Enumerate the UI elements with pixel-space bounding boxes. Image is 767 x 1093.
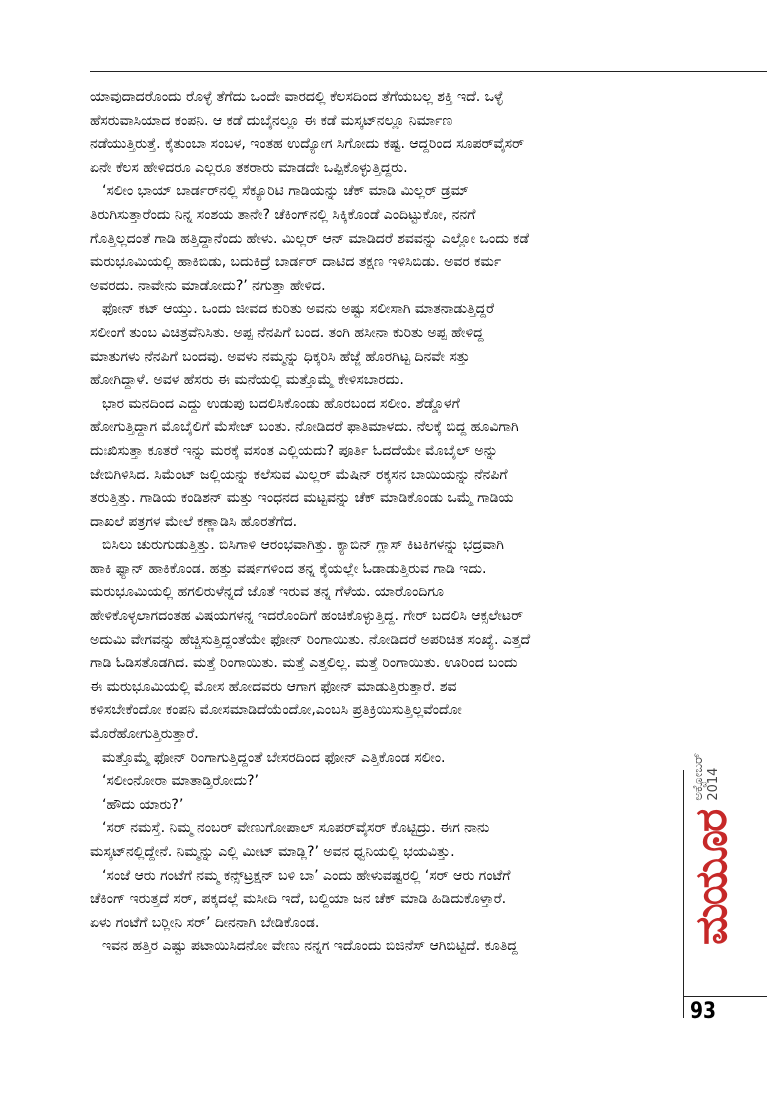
text-line: ಏಳು ಗಂಟೆಗೆ ಬರ್‍ಲೀನಿ ಸರ್’ ದೀನನಾಗಿ ಬೇಡಿಕೊಂಡ. <box>90 914 320 931</box>
paragraph <box>90 770 672 794</box>
text-line: ಏನೇ ಕೆಲಸ ಹೇಳಿದರೂ ಎಲ್ಲರೂ ತಕರಾರು ಮಾಡದೇ ಒಪ್ಪಿಕೊಳ್ಳುತ್ತಿದ್ದರು. <box>90 159 408 176</box>
text-line: ಸಲೀಂಗೆ ತುಂಬ ವಿಚಿತ್ರವೆನಿಸಿತು. ಅಪ್ಪ ನೆನಪಿಗೆ ಬಂದ. ತಂಗಿ ಹಸೀನಾ ಕುರಿತು ಅಪ್ಪ ಹೇಳಿದ್ದ <box>90 324 484 341</box>
text-line: ‘ಹೌದು ಯಾರು?’ <box>102 796 184 813</box>
text-line: ಕಳಿಸಬೇಕೆಂದೋ ಕಂಪನಿ ಮೋಸಮಾಡಿದೆಯೆಂದೋ,ಎಂಬಸಿ ಪ್ರತಿಕ್ರಿಯಿಸುತ್ತಿಲ್ಲವೆಂದೋ <box>90 702 462 719</box>
text-line: ನಡೆಯುತ್ತಿರುತ್ತೆ. ಕೈತುಂಬಾ ಸಂಬಳ, ಇಂತಹ ಉದ್ಯೋಗ ಸಿಗೋದು ಕಷ್ಟ. ಆದ್ದರಿಂದ ಸೂಪರ್‌ವೈಸರ್ <box>90 136 525 153</box>
issue-date: ಅಕ್ಟೋಬರ್ 2014 <box>691 752 721 801</box>
paragraph <box>90 935 672 959</box>
text-line: ಮತ್ತೊಮ್ಮೆ ಫೋನ್ ರಿಂಗಾಗುತ್ತಿದ್ದಂತೆ ಬೇಸರದಿಂದ ಫೋನ್ ಎತ್ತಿಕೊಂಡ ಸಲೀಂ. <box>102 749 446 766</box>
text-line: ಮಸ್ಕಟ್‌ನಲ್ಲಿದ್ದೇನೆ. ನಿಮ್ಮನ್ನು ಎಲ್ಲಿ ಮೀಟ್ ಮಾಡ್ಲಿ?’ ಅವನ ಧ್ವನಿಯಲ್ಲಿ ಭಯವಿತ್ತು. <box>90 844 455 860</box>
paragraph <box>90 86 672 180</box>
magazine-masthead <box>686 752 737 945</box>
text-line: ಫೋನ್ ಕಟ್ ಆಯ್ತು. ಒಂದು ಜೀವದ ಕುರಿತು ಅವನು ಅಷ್ಟು ಸಲೀಸಾಗಿ ಮಾತನಾಡುತ್ತಿದ್ದರೆ <box>102 301 494 318</box>
top-divider <box>90 71 767 72</box>
text-line: ಚೆಕಿಂಗ್ ಇರುತ್ತದೆ ಸರ್, ಪಕ್ಕದಲ್ಲೆ ಮಸೀದಿ ಇದೆ, ಬಲ್ದಿಯಾ ಜನ ಚೆಕ್ ಮಾಡಿ ಹಿಡಿದುಕೊಳ್ತಾರೆ. <box>90 891 507 908</box>
paragraph <box>90 393 672 535</box>
text-line: ಭಾರ ಮನದಿಂದ ಎದ್ದು ಉಡುಪು ಬದಲಿಸಿಕೊಂಡು ಹೊರಬಂದ ಸಲೀಂ. ಶೆಡ್ಡೊಳಗೆ <box>102 395 460 412</box>
text-line: ದುಃಖಿಸುತ್ತಾ ಕೂತರೆ ಇನ್ನು ಮರಕ್ಕೆ ವಸಂತ ಎಲ್ಲಿಯದು? ಪೂರ್ತಿ ಓದದೆಯೇ ಮೊಬೈಲ್ ಅನ್ನು <box>90 442 498 459</box>
paragraph <box>90 865 672 936</box>
text-line: ಗೊತ್ತಿಲ್ಲದಂತೆ ಗಾಡಿ ಹತ್ತಿದ್ದಾನೆಂದು ಹೇಳು. ಮಿಲ್ಲರ್ ಆನ್ ಮಾಡಿದರೆ ಶವವನ್ನು ಎಲ್ಲೋ ಒಂದು ಕಡೆ <box>90 230 529 247</box>
paragraph <box>90 180 672 298</box>
text-line: ‘ಸಲೀಂ ಭಾಯ್ ಬಾರ್ಡರ್‌ನಲ್ಲಿ ಸೆಕ್ಯೂರಿಟಿ ಗಾಡಿಯನ್ನು ಚೆಕ್ ಮಾಡಿ ಮಿಲ್ಲರ್ ಡ್ರಮ್ <box>102 183 469 200</box>
text-line: ಹೆಸರುವಾಸಿಯಾದ ಕಂಪನಿ. ಆ ಕಡೆ ದುಬೈನಲ್ಲೂ ಈ ಕಡೆ ಮಸ್ಕಟ್‌ನಲ್ಲೂ ನಿರ್ಮಾಣ <box>90 112 453 129</box>
text-line: ಮರುಭೂಮಿಯಲ್ಲಿ ಹಗಲಿರುಳೆನ್ನದೆ ಜೊತೆ ಇರುವ ತನ್ನ ಗೆಳೆಯ. ಯಾರೊಂದಿಗೂ <box>90 584 444 601</box>
text-line: ‘ಸಂಜೆ ಆರು ಗಂಟೆಗೆ ನಮ್ಮ ಕನ್ಸ್‌ಟ್ರಕ್ಷನ್ ಬಳಿ ಬಾ’ ಎಂದು ಹೇಳುವಷ್ಟರಲ್ಲಿ ‘ಸರ್ ಆರು ಗಂಟೆಗೆ <box>102 867 511 884</box>
text-line: ಮರುಭೂಮಿಯಲ್ಲಿ ಹಾಕಿಬಿಡು, ಬದುಕಿದ್ರೆ ಬಾರ್ಡರ್ ದಾಟಿದ ತಕ್ಷಣ ಇಳಿಸಿಬಿಡು. ಅವರ ಕರ್ಮ <box>90 254 502 271</box>
text-line: ತರುತ್ತಿತ್ತು. ಗಾಡಿಯ ಕಂಡಿಶನ್ ಮತ್ತು ಇಂಧನದ ಮಟ್ಟವನ್ನು ಚೆಕ್ ಮಾಡಿಕೊಂಡು ಒಮ್ಮೆ ಗಾಡಿಯ <box>90 490 514 507</box>
article-body <box>90 86 672 959</box>
text-line: ಜೇಬಿಗಿಳಿಸಿದ. ಸಿಮೆಂಟ್ ಜಲ್ಲಿಯನ್ನು ಕಲೆಸುವ ಮಿಲ್ಲರ್ ಮೆಷಿನ್ ರಕ್ಕಸನ ಬಾಯಿಯನ್ನು ನೆನಪಿಗೆ <box>90 466 508 483</box>
text-line: ಅವರದು. ನಾವೇನು ಮಾಡೋದು?’ ನಗುತ್ತಾ ಹೇಳಿದ. <box>90 277 326 294</box>
text-line: ಹೇಳಿಕೊಳ್ಳಲಾಗದಂತಹ ವಿಷಯಗಳನ್ನ ಇದರೊಂದಿಗೆ ಹಂಚಿಕೊಳ್ಳುತ್ತಿದ್ದ. ಗೇರ್ ಬದಲಿಸಿ ಆಕ್ಸಲೇಟರ್ <box>90 608 524 625</box>
text-line: ಮಾತುಗಳು ನೆನಪಿಗೆ ಬಂದವು. ಅವಳು ನಮ್ಮನ್ನು ಧಿಕ್ಕರಿಸಿ ಹೆಜ್ಜೆ ಹೊರಗಿಟ್ಟ ದಿನವೇ ಸತ್ತು <box>90 348 470 365</box>
magazine-logo: ಮಯೂರ <box>686 810 737 945</box>
page-number: 93 <box>690 999 717 1024</box>
text-line: ಹೋಗಿದ್ದಾಳೆ. ಅವಳ ಹೆಸರು ಈ ಮನೆಯಲ್ಲಿ ಮತ್ತೊಮ್ಮೆ ಕೇಳಿಸಬಾರದು. <box>90 372 404 389</box>
paragraph <box>90 298 672 392</box>
text-line: ಯಾವುದಾದರೊಂದು ರೊಳ್ಳೆ ತೆಗೆದು ಒಂದೇ ವಾರದಲ್ಲಿ ಕೆಲಸದಿಂದ ತೆಗೆಯಬಲ್ಲ ಶಕ್ತಿ ಇದೆ. ಒಳ್ಳೆ <box>90 89 504 105</box>
text-line: ಮೊರೆಹೋಗುತ್ತಿರುತ್ತಾರೆ. <box>90 726 199 743</box>
text-line: ಅದುಮಿ ವೇಗವನ್ನು ಹೆಚ್ಚಿಸುತ್ತಿದ್ದಂತೆಯೇ ಫೋನ್ ರಿಂಗಾಯಿತು. ನೋಡಿದರೆ ಅಪರಿಚಿತ ಸಂಖ್ಯೆ. ಎತ್ತದೆ <box>90 631 531 648</box>
side-divider <box>683 770 684 1018</box>
text-line: ಗಾಡಿ ಓಡಿಸತೊಡಗಿದ. ಮತ್ತೆ ರಿಂಗಾಯಿತು. ಮತ್ತೆ ಎತ್ತಲಿಲ್ಲ. ಮತ್ತೆ ರಿಂಗಾಯಿತು. ಊರಿಂದ ಬಂದು <box>90 655 518 672</box>
text-line: ಬಿಸಿಲು ಚುರುಗುಡುತ್ತಿತ್ತು. ಬಿಸಿಗಾಳಿ ಆರಂಭವಾಗಿತ್ತು. ಕ್ಯಾಬಿನ್ ಗ್ಲಾಸ್ ಕಿಟಕಿಗಳನ್ನು ಭದ್ರವಾಗಿ <box>102 537 504 554</box>
text-line: ಇವನ ಹತ್ತಿರ ಎಷ್ಟು ಪಟಾಯಿಸಿದನೋ ವೇಣು ನನ್ನಗ ಇದೊಂದು ಬಿಜಿನೆಸ್ ಆಗಿಬಿಟ್ಟಿದೆ. ಕೂತಿದ್ದ <box>102 938 518 955</box>
text-line: ಹೋಗುತ್ತಿದ್ದಾಗ ಮೊಬೈಲಿಗೆ ಮೆಸೇಜ್ ಬಂತು. ನೋಡಿದರೆ ಫಾತಿಮಾಳದು. ನೆಲಕ್ಕೆ ಬಿದ್ದ ಹೂವಿಗಾಗಿ <box>90 419 519 436</box>
footer-divider <box>683 996 767 997</box>
text-line: ಈ ಮರುಭೂಮಿಯಲ್ಲಿ ಮೋಸ ಹೋದವರು ಆಗಾಗ ಫೋನ್ ಮಾಡುತ್ತಿರುತ್ತಾರೆ. ಶವ <box>90 678 457 695</box>
text-line: ದಾಖಲೆ ಪತ್ರಗಳ ಮೇಲೆ ಕಣ್ಣಾಡಿಸಿ ಹೊರತೆಗೆದ. <box>90 513 298 530</box>
text-line: ‘ಸರ್ ನಮಸ್ತೆ. ನಿಮ್ಮ ನಂಬರ್ ವೇಣುಗೋಪಾಲ್ ಸೂಪರ್‌ವೈಸರ್ ಕೊಟ್ಟಿದ್ರು. ಈಗ ನಾನು <box>102 820 490 837</box>
paragraph <box>90 794 672 818</box>
text-line: ‘ಸಲೀಂನೋರಾ ಮಾತಾಡ್ತಿರೋದು?’ <box>102 773 259 790</box>
paragraph <box>90 747 672 771</box>
text-line: ಹಾಕಿ ಫ್ಯಾನ್ ಹಾಕಿಕೊಂಡ. ಹತ್ತು ವರ್ಷಗಳಿಂದ ತನ್ನ ಕೈಯಲ್ಲೇ ಓಡಾಡುತ್ತಿರುವ ಗಾಡಿ ಇದು. <box>90 560 487 577</box>
paragraph <box>90 534 672 746</box>
paragraph <box>90 817 672 864</box>
text-line: ತಿರುಗಿಸುತ್ತಾರೆಂದು ನಿನ್ನ ಸಂಶಯ ತಾನೇ? ಚೆಕಿಂಗ್‌ನಲ್ಲಿ ಸಿಕ್ಕಿಕೊಂಡೆ ಎಂದಿಟ್ಟುಕೋ, ನನಗೆ <box>90 206 476 223</box>
